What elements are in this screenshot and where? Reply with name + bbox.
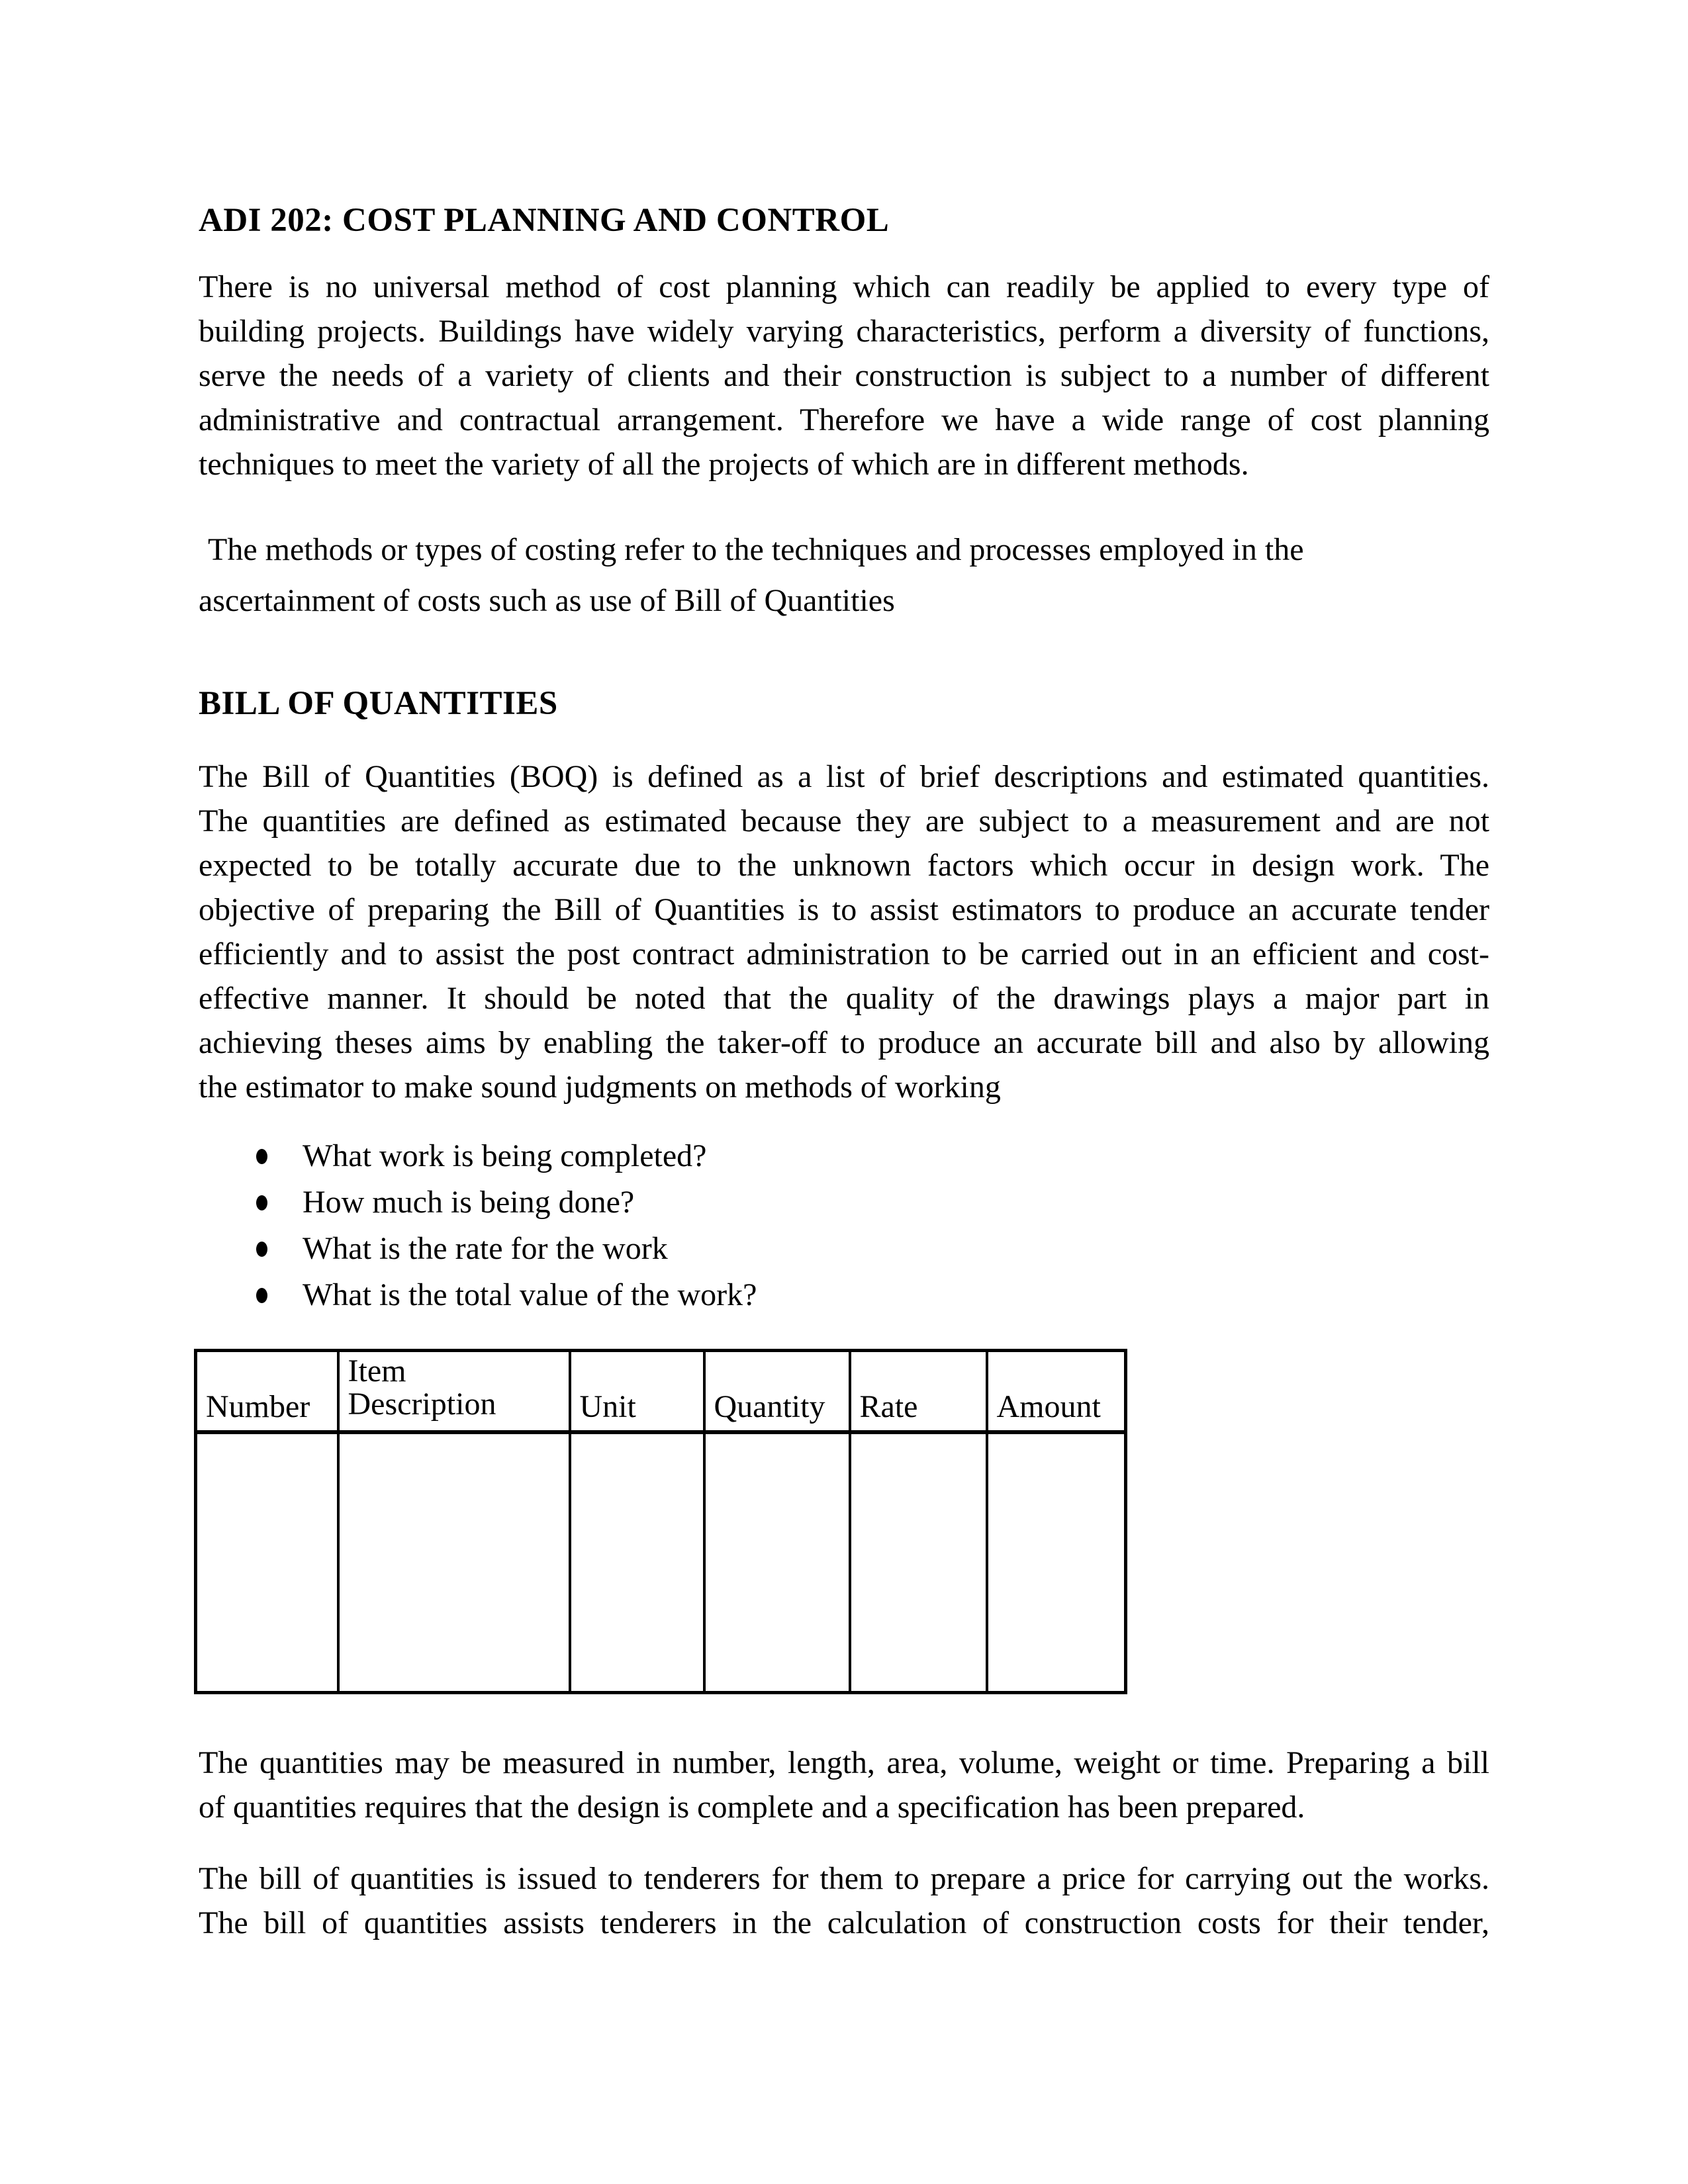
list-item-text: How much is being done? [303,1185,635,1220]
text-line: efficiently and to assist the post contract administration to be carried out in an efficient and cost- [199,936,1489,972]
section-heading-boq: BILL OF QUANTITIES [199,685,558,722]
col-header-label: Rate [859,1389,918,1424]
text-line: effective manner. It should be noted that the quality of the drawings plays a major part in [199,981,1489,1016]
list-item [199,1272,1489,1318]
list-item [199,1179,1489,1226]
text-line: objective of preparing the Bill of Quantities is to assist estimators to produce an accurate tender [199,892,1489,927]
text-line: The quantities are defined as estimated because they are subject to a measurement and are not [199,803,1489,839]
paragraph-tenderers [199,1856,1489,1945]
col-header-amount [987,1351,1126,1433]
empty-cell [704,1432,850,1693]
text-line: serve the needs of a variety of clients and their construction is subject to a number of different [199,358,1489,393]
bullet-icon [256,1149,267,1164]
bullet-icon [256,1242,267,1257]
text-line: The Bill of Quantities (BOQ) is defined as a list of brief descriptions and estimated quantities. [199,759,1489,794]
empty-cell [338,1432,570,1693]
text-line: expected to be totally accurate due to the unknown factors which occur in design work. The [199,848,1489,883]
bullet-icon [256,1288,267,1303]
col-header-label: Unit [579,1389,636,1424]
text-line: There is no universal method of cost planning which can readily be applied to every type of [199,269,1489,304]
text-line: The bill of quantities assists tenderers in the calculation of construction costs for their tender, [199,1905,1489,1940]
col-header-label: Amount [996,1389,1101,1424]
boq-table [194,1349,1127,1694]
col-header-number [196,1351,338,1433]
table-empty-row [196,1432,1126,1693]
text-line: achieving theses aims by enabling the taker-off to produce an accurate bill and also by allowing [199,1025,1489,1060]
boq-questions-list [199,1133,1489,1318]
text-line: building projects. Buildings have widely varying characteristics, perform a diversity of functions, [199,314,1489,349]
empty-cell [987,1432,1126,1693]
col-header-item-description [338,1351,570,1433]
empty-cell [196,1432,338,1693]
list-item-text: What is the total value of the work? [303,1277,757,1312]
empty-cell [570,1432,704,1693]
list-item-text: What work is being completed? [303,1138,707,1173]
text-line: The bill of quantities is issued to tenderers for them to prepare a price for carrying out the works. [199,1861,1489,1896]
table-header-row [196,1351,1126,1433]
text-line: The methods or types of costing refer to the techniques and processes employed in the [208,532,1304,567]
paragraph-quantities-measured [199,1741,1489,1829]
text-line: the estimator to make sound judgments on methods of working [199,1069,1001,1105]
paragraph-boq-definition [199,754,1489,1109]
boq-table-container [194,1349,1127,1694]
list-item [199,1226,1489,1272]
col-header-label: Description [348,1387,496,1422]
col-header-unit [570,1351,704,1433]
bullet-icon [256,1195,267,1210]
paragraph-methods [199,524,1489,626]
empty-cell [850,1432,987,1693]
text-line: of quantities requires that the design is complete and a specification has been prepared. [199,1790,1305,1825]
text-line: ascertainment of costs such as use of Bill of Quantities [199,583,895,618]
paragraph-intro [199,265,1489,486]
col-header-label: Quantity [714,1389,825,1424]
list-item [199,1133,1489,1179]
col-header-label: Item [348,1353,406,1388]
course-title: ADI 202: COST PLANNING AND CONTROL [199,202,890,239]
text-line: The quantities may be measured in number, length, area, volume, weight or time. Preparing a bill [199,1745,1489,1780]
text-line: techniques to meet the variety of all the projects of which are in different methods. [199,447,1249,482]
text-line: administrative and contractual arrangement. Therefore we have a wide range of cost planning [199,402,1489,437]
col-header-quantity [704,1351,850,1433]
list-item-text: What is the rate for the work [303,1231,668,1266]
col-header-rate [850,1351,987,1433]
col-header-label: Number [206,1389,310,1424]
